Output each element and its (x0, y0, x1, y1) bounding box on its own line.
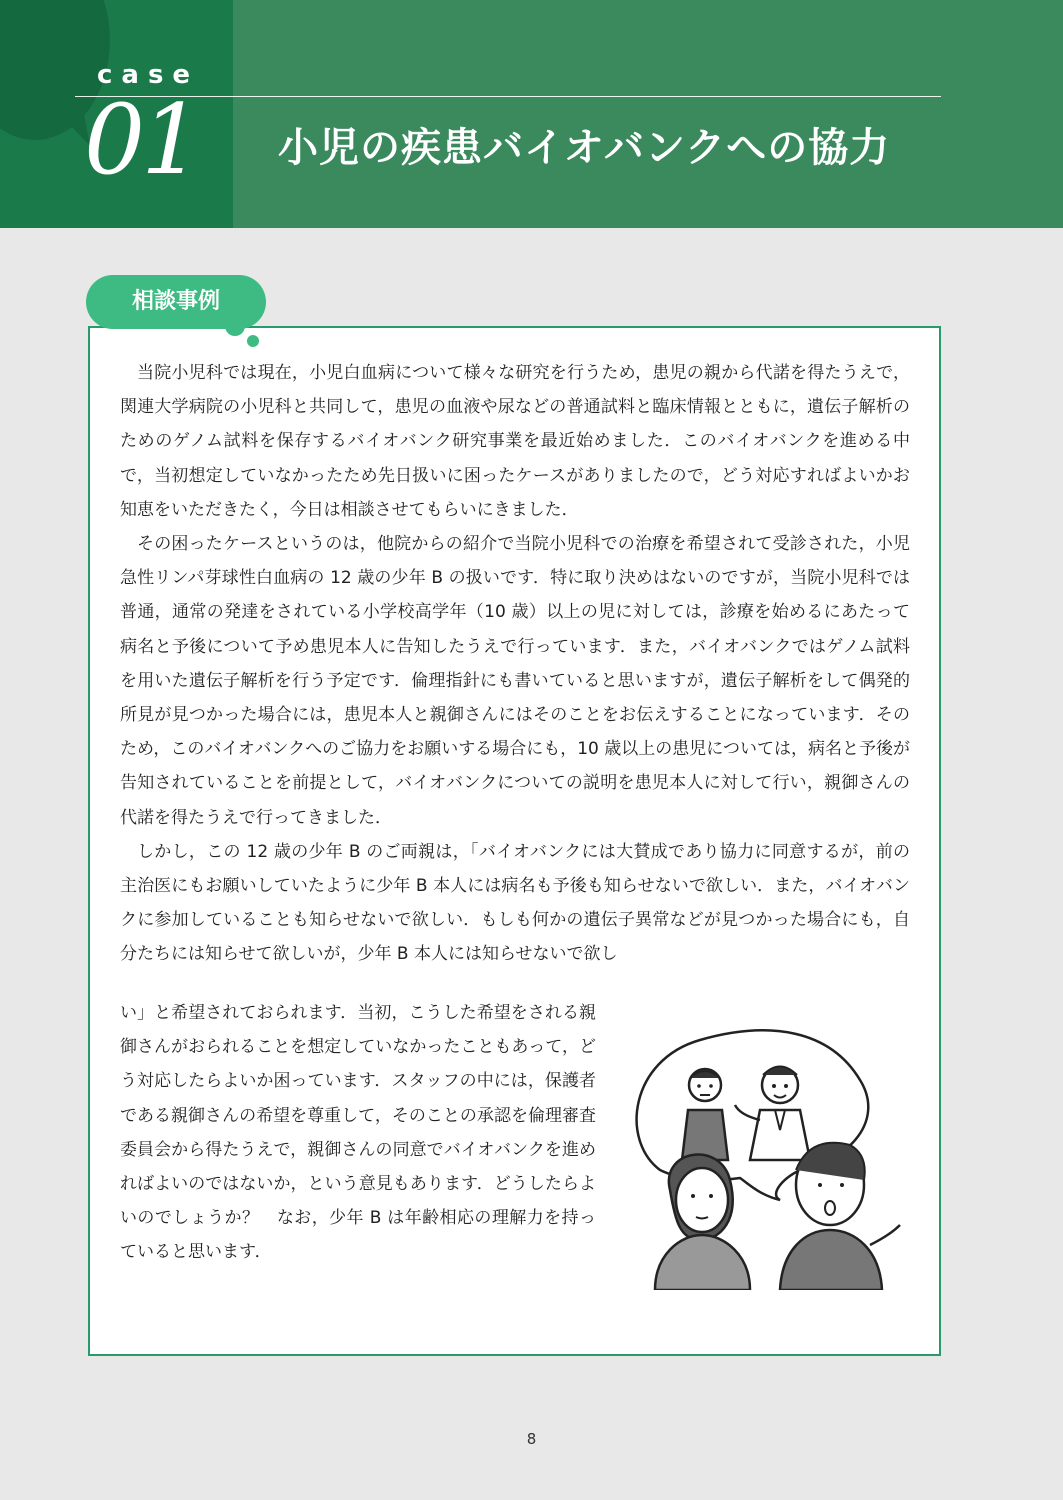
tag-dot-large (225, 316, 245, 336)
people-discussing-illustration (600, 1020, 910, 1290)
paragraph-3-continued: い」と希望されておられます．当初，こうした希望をされる親御さんがおられることを想定していなかったこともあって，どう対応したらよいか困っています．スタッフの中には，保護者である親御さんの希望を尊重して，そのことの承認を倫理審査委員会から得たうえで，親御さんの同意でバイオバンクを進めればよいのではないか，という意見もあります．どうしたらよいのでしょうか？ なお，少年 B は年齢相応の理解力を持っていると思います． (120, 1003, 596, 1263)
paragraph-3: しかし，この 12 歳の少年 B のご両親は，「バイオバンクには大賛成であり協力に同意するが，前の主治医にもお願いしていたように少年 B 本人には病名も予後も知らせないで欲しい．また，バイオバンクに参加していることも知らせないで欲しい．もしも何かの遺伝子異常などが見つかった場合にも，自分たちには知らせて欲しいが，少年 B 本人には知らせないで欲し (120, 841, 910, 965)
header-divider (75, 96, 941, 97)
section-tag: 相談事例 (86, 275, 266, 329)
paragraph-2: その困ったケースというのは，他院からの紹介で当院小児科での治療を希望されて受診された，小児急性リンパ芽球性白血病の 12 歳の少年 B の扱いです．特に取り決めはないのですが，当院小児科では普通，通常の発達をされている小学校高学年（10 歳）以上の児に対しては，診療を始めるにあたって病名と予後について予め患児本人に告知したうえで行っています．また，バイオバンクではゲノム試料を用いた遺伝子解析を行う予定です．倫理指針にも書いていると思いますが，遺伝子解析をして偶発的所見が見つかった場合には，患児本人と親御さんにはそのことをお伝えすることになっています．そのため，このバイオバンクへのご協力をお願いする場合にも，10 歳以上の患児については，病名と予後が告知されていることを前提として，バイオバンクについての説明を患児本人に対して行い，親御さんの代諾を得たうえで行ってきました． (120, 534, 910, 828)
consultation-text (120, 356, 910, 972)
page-number: 8 (526, 1430, 537, 1448)
case-label: case (97, 60, 200, 90)
paragraph-1: 当院小児科では現在，小児白血病について様々な研究を行うため，患児の親から代諾を得たうえで，関連大学病院の小児科と共同して，患児の血液や尿などの普通試料と臨床情報とともに，遺伝子解析のためのゲノム試料を保存するバイオバンク研究事業を最近始めました．このバイオバンクを進める中で，当初想定していなかったため先日扱いに困ったケースがありましたので，どう対応すればよいかお知恵をいただきたく，今日は相談させてもらいにきました． (120, 363, 910, 520)
case-number: 01 (84, 84, 199, 196)
case-header (0, 0, 1063, 228)
tag-dot-small (247, 335, 259, 347)
case-title: 小児の疾患バイオバンクへの協力 (278, 125, 891, 171)
